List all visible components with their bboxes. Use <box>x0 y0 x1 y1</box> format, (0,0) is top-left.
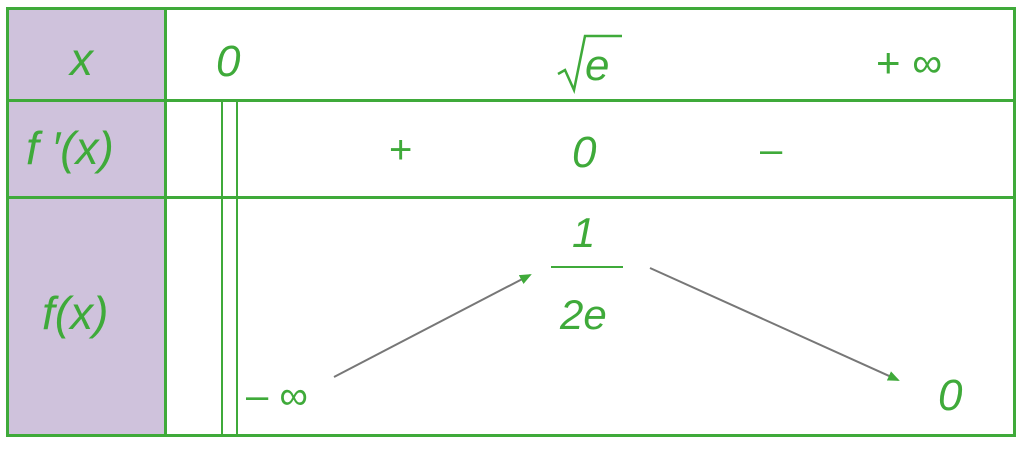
increasing-arrow-icon <box>334 275 530 377</box>
function-left-limit: – ∞ <box>246 374 308 418</box>
sqrt-radicand: e <box>585 41 610 90</box>
max-fraction-numerator: 1 <box>572 209 596 256</box>
header-x: x <box>70 33 93 85</box>
x-value-start: 0 <box>216 37 241 86</box>
derivative-sign-positive: + <box>389 128 413 172</box>
function-right-limit: 0 <box>938 371 963 420</box>
header-function: f(x) <box>42 287 109 339</box>
x-value-end: + ∞ <box>876 39 943 86</box>
max-fraction-denominator: 2e <box>560 291 607 338</box>
derivative-zero: 0 <box>572 128 597 177</box>
decreasing-arrow-icon <box>650 268 898 380</box>
derivative-sign-negative: – <box>760 128 783 172</box>
header-derivative: f ′(x) <box>26 122 114 174</box>
